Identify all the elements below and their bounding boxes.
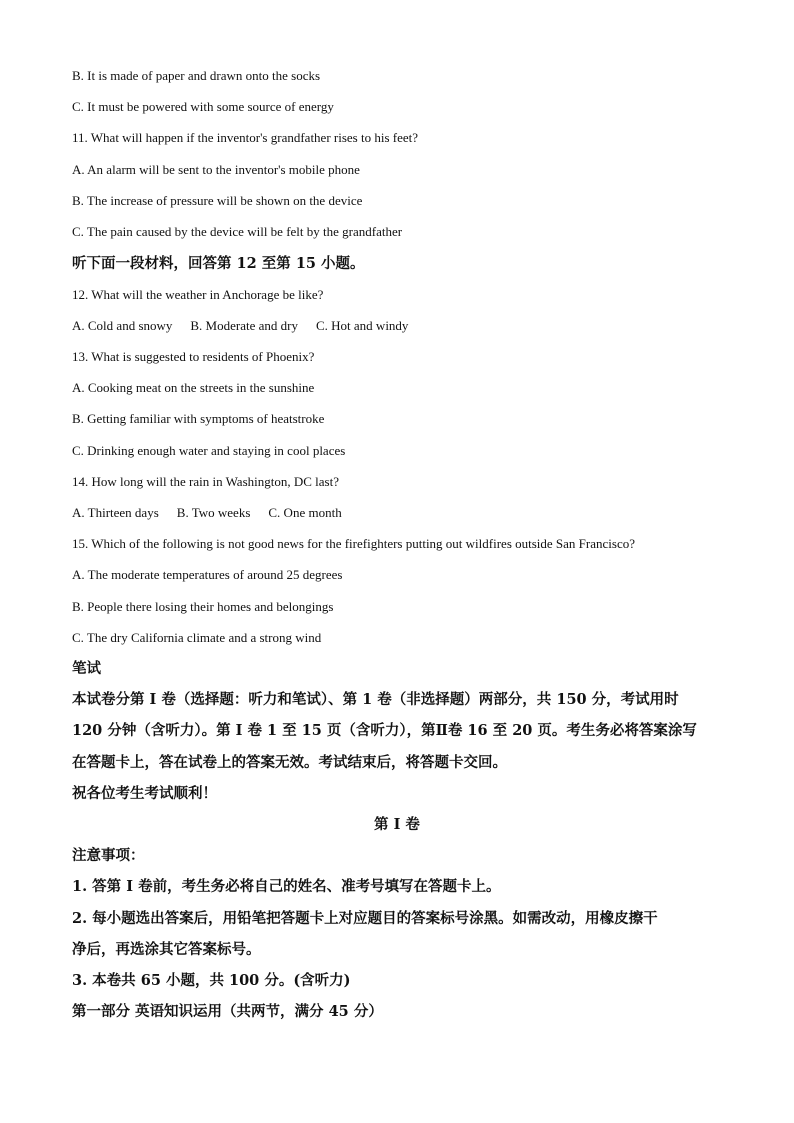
q14-option-a: A. Thirteen days bbox=[72, 505, 159, 520]
q11-question: 11. What will happen if the inventor's grandfather rises to his feet? bbox=[72, 130, 419, 145]
note-1: 1. 答第 I 卷前，考生务必将自己的姓名、准考号填写在答题卡上。 bbox=[72, 878, 501, 895]
note-2-continued: 净后，再选涂其它答案标号。 bbox=[72, 941, 261, 958]
q15-option-a: A. The moderate temperatures of around 25 degrees bbox=[72, 567, 343, 582]
note-2: 2. 每小题选出答案后，用铅笔把答题卡上对应题目的答案标号涂黑。如需改动，用橡皮擦干 bbox=[72, 910, 658, 927]
notes-heading: 注意事项： bbox=[72, 847, 145, 864]
volume-title: 第 I 卷 bbox=[374, 816, 420, 833]
q10-option-b: B. It is made of paper and drawn onto the socks bbox=[72, 68, 321, 83]
q15-question: 15. Which of the following is not good news for the firefighters putting out wildfires outside San Francisco? bbox=[72, 536, 635, 551]
q14-option-c: C. One month bbox=[268, 505, 342, 520]
q13-option-c: C. Drinking enough water and staying in cool places bbox=[72, 443, 346, 458]
intro-line-2: 120 分钟（含听力）。第 I 卷 1 至 15 页（含听力），第Ⅱ卷 16 至 20 页。考生务必将答案涂写 bbox=[72, 722, 697, 739]
written-heading: 笔试 bbox=[72, 660, 101, 677]
q11-option-b: B. The increase of pressure will be shown on the device bbox=[72, 193, 363, 208]
q12-option-a: A. Cold and snowy bbox=[72, 318, 173, 333]
q12-option-b: B. Moderate and dry bbox=[190, 318, 298, 333]
wish-text: 祝各位考生考试顺利！ bbox=[72, 785, 217, 802]
q12-option-c: C. Hot and windy bbox=[315, 318, 409, 333]
q11-option-a: A. An alarm will be sent to the inventor's mobile phone bbox=[72, 162, 360, 177]
q11-option-c: C. The pain caused by the device will be felt by the grandfather bbox=[72, 224, 403, 239]
q10-option-c: C. It must be powered with some source of energy bbox=[72, 99, 334, 114]
q13-option-b: B. Getting familiar with symptoms of heatstroke bbox=[72, 411, 325, 426]
note-3: 3. 本卷共 65 小题，共 100 分。(含听力) bbox=[72, 972, 351, 989]
intro-line-1: 本试卷分第 I 卷（选择题：听力和笔试）、第 1 卷（非选择题）两部分，共 150 分，考试用时 bbox=[72, 691, 679, 708]
q14-option-b: B. Two weeks bbox=[176, 505, 251, 520]
section-instruction: 听下面一段材料，回答第 12 至第 15 小题。 bbox=[72, 255, 365, 272]
q13-question: 13. What is suggested to residents of Phoenix? bbox=[72, 349, 315, 364]
q12-options bbox=[72, 317, 426, 335]
part1-heading: 第一部分 英语知识运用（共两节，满分 45 分） bbox=[72, 1003, 383, 1020]
q14-options bbox=[72, 504, 360, 522]
intro-line-3: 在答题卡上，答在试卷上的答案无效。考试结束后，将答题卡交回。 bbox=[72, 754, 507, 771]
q13-option-a: A. Cooking meat on the streets in the sunshine bbox=[72, 380, 315, 395]
q15-option-b: B. People there losing their homes and belongings bbox=[72, 599, 334, 614]
q15-option-c: C. The dry California climate and a strong wind bbox=[72, 630, 322, 645]
q12-question: 12. What will the weather in Anchorage be like? bbox=[72, 287, 324, 302]
q14-question: 14. How long will the rain in Washington, DC last? bbox=[72, 474, 339, 489]
